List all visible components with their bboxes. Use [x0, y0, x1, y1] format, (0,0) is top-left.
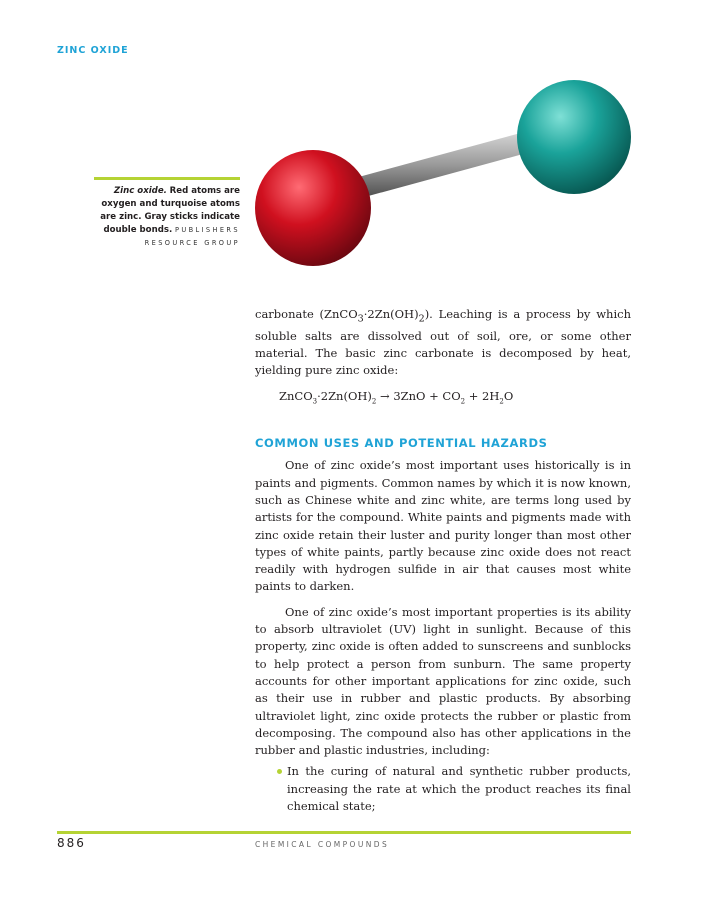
zinc-oxide-molecule-illustration [250, 78, 640, 278]
chemical-equation: $ZnCO_3\cdot 2Zn(OH)_2 \to 3ZnO + CO_2 + 2H_2O$ [279, 389, 514, 406]
caption-credit: PUBLISHERS RESOURCE GROUP [144, 226, 240, 247]
footer-rule [57, 831, 631, 834]
caption-title: Zinc oxide. [113, 186, 167, 196]
footer-book-title: CHEMICAL COMPOUNDS [255, 840, 390, 849]
body-text [255, 306, 631, 815]
caption-rule [94, 177, 240, 180]
caption-body: Red atoms are oxygen and turquoise atoms are zinc. Gray sticks indicate double bonds. [100, 186, 240, 235]
oxygen-atom [255, 150, 371, 266]
paragraph: One of zinc oxide’s most important properties is its ability to absorb ultraviolet (UV) light in sunlight. Because of this property, zinc oxide is often added to sunscreens and sunblocks to help protect a person from sunburn. The same property accounts for other important applications for zinc oxide, such as their use in rubber and plastic products. By absorbing ultraviolet light, zinc oxide protects the rubber or plastic from decomposing. The compound also has other applications in the rubber and plastic industries, including: [255, 604, 631, 758]
double-bond-stick [355, 131, 534, 198]
intro-paragraph: carbonate $(ZnCO_3\cdot 2Zn(OH)_2)$. Leaching is a process by which soluble salts are dissolved out of soil, ore, or some other material. The basic zinc carbonate is decomposed by heat, yielding pure zinc oxide: [255, 307, 631, 378]
bullet-list [255, 763, 631, 815]
running-head: ZINC OXIDE [57, 45, 129, 56]
page-number: 886 [57, 836, 86, 850]
figure-caption [88, 185, 240, 250]
bullet-icon [277, 769, 282, 774]
zinc-atom [517, 80, 631, 194]
list-item [287, 763, 631, 815]
section-heading: COMMON USES AND POTENTIAL HAZARDS [255, 436, 548, 451]
list-item-text: In the curing of natural and synthetic rubber products, increasing the rate at which the product reaches its final chemical state; [287, 764, 631, 814]
paragraph: One of zinc oxide’s most important uses historically is in paints and pigments. Common names by which it is now known, such as Chinese white and zinc white, are terms long used by artists for the compound. White paints and pigments made with zinc oxide retain their luster and purity longer than most other types of white paints, partly because zinc oxide does not react readily with hydrogen sulfide in air that causes most white paints to darken. [255, 458, 631, 594]
